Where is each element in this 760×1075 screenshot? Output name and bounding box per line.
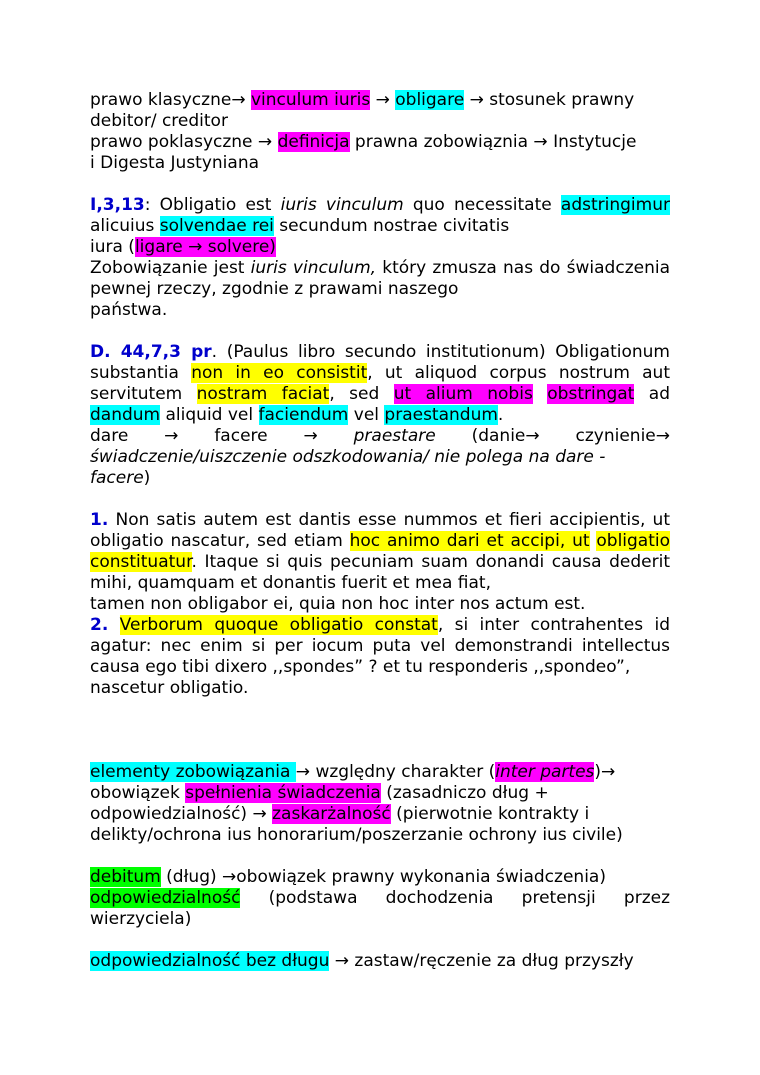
highlight-vinculum-iuris: vinculum iuris [250,90,371,110]
highlight-odpowiedzialnosc-bez-dlugu: odpowiedzialność bez długu [90,951,330,971]
text: świadczenia pewnej rzeczy, zgodnie z prawami naszego [90,258,670,299]
highlight-definicja: definicja [277,132,350,152]
text: → względny charakter ( [295,762,496,782]
text: nascetur obligatio. [90,678,249,698]
text: ut obligatio nascatur, sed etiam [90,510,670,551]
text: → zastaw/ręczenie za dług przyszły [329,951,634,971]
highlight-inter-partes: inter partes [495,762,595,782]
highlight-faciendum: faciendum [258,405,349,425]
highlight-spelnienia: spełnienia świadczenia [185,783,381,803]
text: Zobowiązanie jest [90,258,251,278]
highlight-verborum: Verborum quoque obligatio constat [119,615,438,635]
text: . (Paulus libro secundo institutionum) [211,342,546,362]
text: . [497,405,504,425]
text: (zasadniczo dług + [380,783,549,803]
text: Non satis autem est dantis esse nummos et fieri accipientis, [108,510,646,530]
text: i Digesta Justyniana [90,153,260,173]
highlight-odpowiedzialnosc: odpowiedzialność [90,888,241,908]
text: iura ( [90,237,135,257]
text: prawna zobowiąznia → Instytucje [349,132,637,152]
last-paragraph [90,951,670,972]
highlight-dandum: dandum [90,405,161,425]
text: wierzyciela) [90,909,192,929]
reference-inst: I,3,13 [90,195,145,215]
highlight-zaskarzalnosc: zaskarżalność [272,804,391,824]
text: , ut aliquod corpus [367,363,547,383]
text: (dług) →obowiązek prawny wykonania świadczenia) [160,867,606,887]
text: prawo klasyczne→ [90,90,251,110]
text: agatur: nec enim si per iocum puta vel demonstrandi intellectus [90,636,670,656]
highlight-ut-alium: ut alium nobis [393,384,533,404]
text: , si inter contrahentes id [437,615,670,635]
highlight-solvendae-rei: solvendae rei [159,216,274,236]
highlight-ligare-solvere: ligare → solvere) [134,237,276,257]
text: Obligationum substantia [90,342,670,383]
dare-facere-line [90,426,670,447]
text: alicuius [90,216,160,236]
document-page [90,90,670,972]
text: iuris vinculum [280,195,404,215]
text [108,615,119,635]
text: facere [90,468,144,488]
paragraph-2 [90,615,670,699]
paragraph-1 [90,510,670,615]
text: delikty/ochrona ius honorarium/poszerzanie ochrony ius civile) [90,825,623,845]
highlight-obstringat: obstringat [547,384,635,404]
text: vel [348,405,385,425]
highlight-non-in-eo: non in eo consistit [191,363,368,383]
text: odpowiedzialność) → [90,804,273,824]
text: nostrum aut servitutem [90,363,670,404]
text: , sed [329,384,394,404]
highlight-obligare: obligare [395,90,465,110]
text: obowiązek [90,783,186,803]
text: (danie→ czynienie→ [435,426,671,446]
highlight-praestandum: praestandum [384,405,498,425]
text: secundum nostrae civitatis [273,216,510,236]
dare-facere-explanation [90,447,670,489]
highlight-nostram-faciat: nostram faciat [196,384,330,404]
highlight-elementy: elementy zobowiązania [90,762,296,782]
text: debitor/ creditor [90,111,228,131]
text: . Itaque si quis pecuniam suam donandi [191,552,545,572]
paragraph-number-2: 2. [90,615,109,635]
odpowiedzialnosc-line [90,888,670,909]
text: (pierwotnie kontrakty i [390,804,590,824]
text: aliquid vel [160,405,259,425]
text: iuris vinculum, [250,258,377,278]
intro-paragraph [90,90,670,174]
paragraph-number-1: 1. [90,510,109,530]
text: → stosunek prawny [464,90,635,110]
text: ) [143,468,151,488]
reference-dig: D. 44,7,3 pr [90,342,212,362]
institutiones-paragraph [90,195,670,321]
text: : Obligatio est [144,195,281,215]
text: dare → facere → [90,426,354,446]
text: tamen non obligabor ei, quia non hoc inter nos actum est. [90,594,586,614]
text: państwa. [90,300,168,320]
highlight-hoc-animo: hoc animo dari et accipi, ut [349,531,590,551]
text: świadczenie/uiszczenie odszkodowania/ nie polega na dare - [90,447,606,467]
highlight-adstringimur: adstringimur [560,195,670,215]
debitum-line [90,867,670,888]
wierzyciela-line [90,909,670,930]
text: → [370,90,396,110]
text: praestare [353,426,436,446]
text: który zmusza nas do [376,258,561,278]
text: prawo poklasyczne → [90,132,278,152]
highlight-obligatio-constituatur: obligatio constituatur [90,531,671,572]
text: causa ego tibi dixero ,,spondes” ? et tu responderis ,,spondeo”, [90,657,631,677]
text: ad [634,384,670,404]
highlight-debitum: debitum [90,867,161,887]
text: (podstawa dochodzenia pretensji przez [240,888,670,908]
digesta-paragraph [90,342,670,426]
text: quo necessitate [403,195,552,215]
text: causa dederit mihi, quamquam et donantis fuerit et mea fiat, [90,552,670,593]
elements-paragraph [90,762,670,846]
text: )→ [594,762,616,782]
